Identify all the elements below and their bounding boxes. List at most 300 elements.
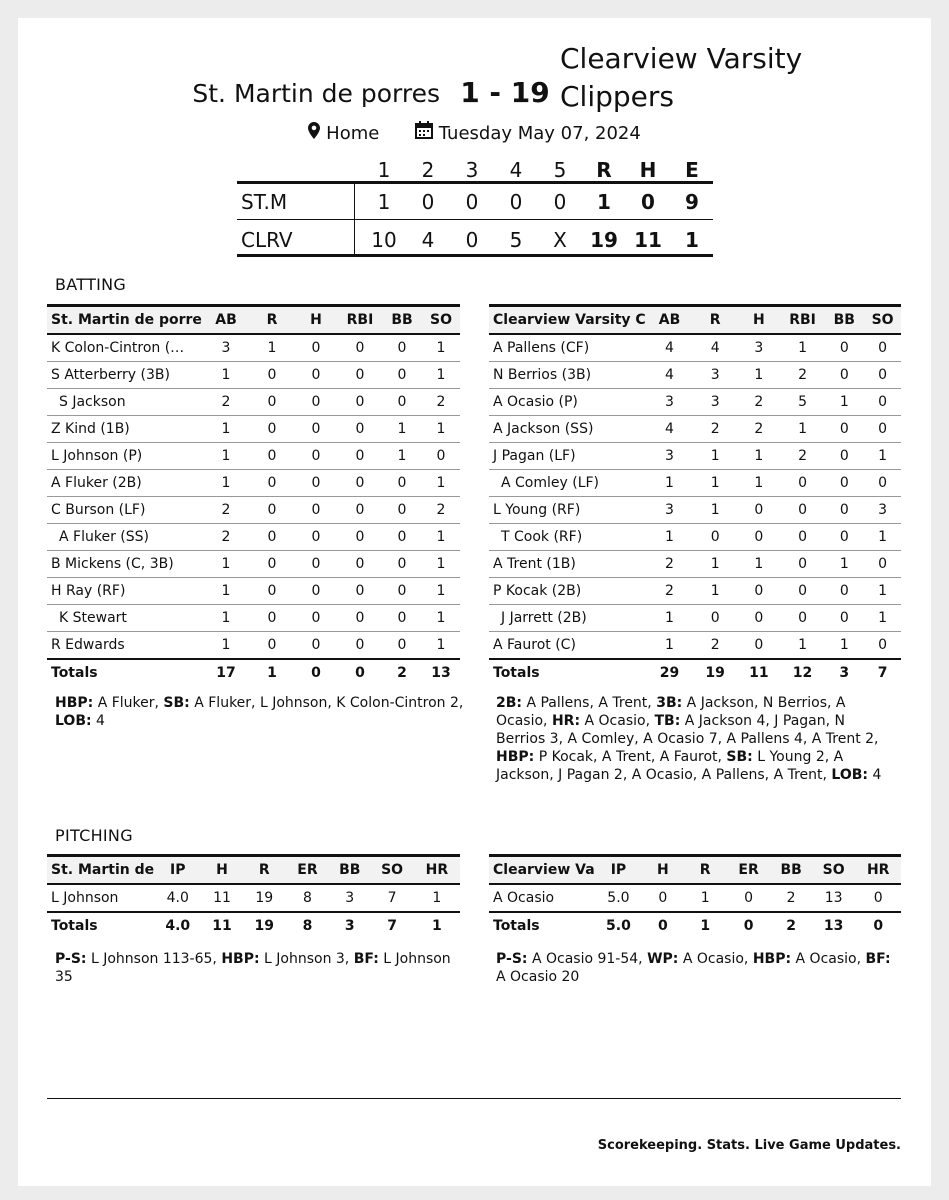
stat-cell: 2 xyxy=(693,416,737,443)
stat-cell: 4 xyxy=(646,362,694,389)
stat-cell: 11 xyxy=(201,884,242,912)
stat-cell: 0 xyxy=(250,416,294,443)
totals-cell: 0 xyxy=(642,912,683,939)
totals-cell: 4.0 xyxy=(154,912,201,939)
player-name: A Faurot (C) xyxy=(489,632,646,660)
totals-cell: 17 xyxy=(202,659,250,686)
away-team-name xyxy=(560,40,890,116)
stat-cell: 0 xyxy=(338,497,382,524)
player-name: K Stewart xyxy=(47,605,202,632)
table-row xyxy=(489,524,901,551)
note-text: A Ocasio, xyxy=(678,951,753,967)
table-row xyxy=(489,578,901,605)
linescore-cell: 0 xyxy=(465,228,479,252)
player-name: J Pagan (LF) xyxy=(489,443,646,470)
stat-cell: 0 xyxy=(294,578,338,605)
stat-cell: 0 xyxy=(781,578,825,605)
stat-cell: 0 xyxy=(824,334,864,362)
stat-cell: 0 xyxy=(250,578,294,605)
footer-divider xyxy=(47,1098,901,1099)
stat-cell: 0 xyxy=(824,443,864,470)
totals-cell: 2 xyxy=(382,659,422,686)
stat-cell: 1 xyxy=(781,632,825,660)
stat-column-header: H xyxy=(201,856,242,885)
location-pin-icon xyxy=(308,121,320,147)
table-row xyxy=(47,497,460,524)
stat-cell: 4 xyxy=(646,334,694,362)
table-row xyxy=(489,470,901,497)
totals-cell: 8 xyxy=(286,912,329,939)
stat-cell: 0 xyxy=(864,389,901,416)
note-text: A Ocasio 91-54, xyxy=(527,951,648,967)
note-label: LOB: xyxy=(831,767,869,783)
stat-cell: 1 xyxy=(781,334,825,362)
stat-cell: 0 xyxy=(294,605,338,632)
linescore-row-away xyxy=(237,221,713,259)
runs-header: R xyxy=(596,158,612,182)
stat-cell: 0 xyxy=(737,605,781,632)
stat-cell: 1 xyxy=(422,524,460,551)
stat-cell: 0 xyxy=(250,497,294,524)
table-row xyxy=(489,884,901,912)
table-row xyxy=(47,334,460,362)
stat-cell: 1 xyxy=(646,632,694,660)
stat-cell: 0 xyxy=(338,362,382,389)
stat-column-header: R xyxy=(693,306,737,335)
stat-cell: 1 xyxy=(202,470,250,497)
stat-cell: 0 xyxy=(250,389,294,416)
player-name: A Comley (LF) xyxy=(489,470,646,497)
stat-cell: 3 xyxy=(202,334,250,362)
linescore-cell: 10 xyxy=(371,228,397,252)
stat-column-header: BB xyxy=(382,306,422,335)
table-row xyxy=(489,443,901,470)
stat-cell: 1 xyxy=(693,470,737,497)
stat-cell: 2 xyxy=(202,389,250,416)
stat-cell: 1 xyxy=(824,632,864,660)
stat-cell: 0 xyxy=(727,884,771,912)
stat-column-header: RBI xyxy=(781,306,825,335)
table-row xyxy=(47,389,460,416)
team-column-header: Clearview Varsity C xyxy=(489,306,646,335)
stat-column-header: SO xyxy=(370,856,413,885)
stat-cell: 0 xyxy=(864,632,901,660)
totals-cell: 13 xyxy=(812,912,856,939)
note-text: A Jackson 4, J Pagan, N Berrios 3, A Comley, A Ocasio 7, A Pallens 4, A Trent 2, xyxy=(496,713,883,747)
stat-cell: 1 xyxy=(693,578,737,605)
stat-cell: 4 xyxy=(693,334,737,362)
note-label: HBP: xyxy=(55,695,94,711)
stat-cell: 0 xyxy=(781,551,825,578)
player-name: J Jarrett (2B) xyxy=(489,605,646,632)
table-row xyxy=(47,416,460,443)
table-row xyxy=(489,632,901,660)
game-date: Tuesday May 07, 2024 xyxy=(438,123,641,144)
totals-cell: 7 xyxy=(864,659,901,686)
stat-cell: 0 xyxy=(250,362,294,389)
stat-cell: 2 xyxy=(202,497,250,524)
away-batting-table xyxy=(489,304,901,686)
stat-cell: 1 xyxy=(202,632,250,660)
stat-cell: 3 xyxy=(646,443,694,470)
stat-cell: 0 xyxy=(382,362,422,389)
stat-cell: 0 xyxy=(737,578,781,605)
stat-cell: 4.0 xyxy=(154,884,201,912)
stat-cell: 1 xyxy=(693,551,737,578)
player-name: C Burson (LF) xyxy=(47,497,202,524)
stat-cell: 0 xyxy=(338,524,382,551)
stat-cell: 3 xyxy=(864,497,901,524)
stat-cell: 1 xyxy=(693,497,737,524)
player-name: H Ray (RF) xyxy=(47,578,202,605)
stat-cell: 1 xyxy=(422,470,460,497)
footer-tagline: Scorekeeping. Stats. Live Game Updates. xyxy=(597,1138,901,1153)
stat-cell: 1 xyxy=(824,551,864,578)
stat-cell: 0 xyxy=(294,524,338,551)
stat-column-header: R xyxy=(684,856,727,885)
note-label: TB: xyxy=(654,713,681,729)
player-name: S Atterberry (3B) xyxy=(47,362,202,389)
stat-cell: 0 xyxy=(864,362,901,389)
totals-cell: 11 xyxy=(737,659,781,686)
stat-cell: 3 xyxy=(646,497,694,524)
note-label: BF: xyxy=(353,951,379,967)
totals-label: Totals xyxy=(47,912,154,939)
final-score: 1 - 19 xyxy=(460,76,550,109)
totals-cell: 5.0 xyxy=(595,912,643,939)
stat-cell: 0 xyxy=(294,362,338,389)
table-row xyxy=(489,362,901,389)
totals-cell: 0 xyxy=(294,659,338,686)
totals-cell: 19 xyxy=(243,912,286,939)
linescore-hits: 0 xyxy=(641,190,655,214)
player-name: A Trent (1B) xyxy=(489,551,646,578)
note-label: 3B: xyxy=(656,695,683,711)
stat-cell: 2 xyxy=(422,497,460,524)
player-name: S Jackson xyxy=(47,389,202,416)
player-name: T Cook (RF) xyxy=(489,524,646,551)
table-row xyxy=(47,470,460,497)
table-row xyxy=(489,497,901,524)
stat-cell: 2 xyxy=(422,389,460,416)
stat-cell: 1 xyxy=(864,605,901,632)
stat-cell: 1 xyxy=(646,605,694,632)
totals-cell: 7 xyxy=(370,912,413,939)
stat-cell: 0 xyxy=(864,470,901,497)
team-column-header: St. Martin de porre xyxy=(47,306,202,335)
inning-2-header: 2 xyxy=(421,158,435,182)
stat-column-header: ER xyxy=(727,856,771,885)
stat-cell: 1 xyxy=(824,389,864,416)
table-row xyxy=(47,524,460,551)
stat-cell: 1 xyxy=(202,416,250,443)
home-batting-table xyxy=(47,304,460,686)
stat-cell: 19 xyxy=(243,884,286,912)
inning-4-header: 4 xyxy=(509,158,523,182)
stat-cell: 1 xyxy=(422,632,460,660)
stat-cell: 0 xyxy=(250,632,294,660)
stat-cell: 0 xyxy=(294,632,338,660)
inning-1-header: 1 xyxy=(377,158,391,182)
stat-cell: 0 xyxy=(250,524,294,551)
table-row xyxy=(47,551,460,578)
box-score-page xyxy=(18,18,931,1186)
note-label: HR: xyxy=(551,713,581,729)
stat-cell: 0 xyxy=(338,334,382,362)
stat-cell: 0 xyxy=(294,497,338,524)
team-column-header: Clearview Va xyxy=(489,856,595,885)
stat-cell: 1 xyxy=(422,578,460,605)
stat-cell: 1 xyxy=(781,416,825,443)
note-text: 4 xyxy=(91,713,105,729)
home-pitching-notes xyxy=(55,950,455,986)
stat-cell: 0 xyxy=(781,524,825,551)
stat-cell: 1 xyxy=(684,884,727,912)
note-text: A Fluker, L Johnson, K Colon-Cintron 2, xyxy=(189,695,468,711)
stat-cell: 2 xyxy=(202,524,250,551)
totals-cell: 29 xyxy=(646,659,694,686)
linescore-cell: 0 xyxy=(509,190,523,214)
player-name: K Colon-Cintron (… xyxy=(47,334,202,362)
stat-column-header: HR xyxy=(855,856,901,885)
stat-cell: 1 xyxy=(422,334,460,362)
stat-cell: 0 xyxy=(294,443,338,470)
note-label: HBP: xyxy=(496,749,535,765)
stat-cell: 1 xyxy=(202,605,250,632)
note-text: A Pallens, A Trent, xyxy=(522,695,657,711)
stat-cell: 5 xyxy=(781,389,825,416)
away-pitching-notes xyxy=(496,950,896,986)
note-label: P-S: xyxy=(496,951,528,967)
stat-column-header: H xyxy=(642,856,683,885)
linescore-errors: 1 xyxy=(685,228,699,252)
stat-cell: 0 xyxy=(294,416,338,443)
stat-cell: 0 xyxy=(382,605,422,632)
player-name: P Kocak (2B) xyxy=(489,578,646,605)
stat-cell: 1 xyxy=(250,334,294,362)
totals-row xyxy=(47,912,460,939)
inning-3-header: 3 xyxy=(465,158,479,182)
stat-cell: 0 xyxy=(338,605,382,632)
stat-cell: 3 xyxy=(329,884,370,912)
stat-cell: 1 xyxy=(422,605,460,632)
stat-cell: 0 xyxy=(693,605,737,632)
totals-label: Totals xyxy=(489,659,646,686)
stat-cell: 0 xyxy=(338,551,382,578)
stat-cell: 1 xyxy=(864,443,901,470)
totals-cell: 3 xyxy=(329,912,370,939)
player-name: Z Kind (1B) xyxy=(47,416,202,443)
stat-column-header: BB xyxy=(329,856,370,885)
stat-cell: 5.0 xyxy=(595,884,643,912)
stat-cell: 0 xyxy=(824,497,864,524)
stat-cell: 2 xyxy=(770,884,812,912)
linescore xyxy=(237,157,713,259)
linescore-hits: 11 xyxy=(634,228,662,252)
note-label: LOB: xyxy=(55,713,92,729)
totals-cell: 13 xyxy=(422,659,460,686)
player-name: A Pallens (CF) xyxy=(489,334,646,362)
stat-cell: 0 xyxy=(250,605,294,632)
stat-cell: 0 xyxy=(338,632,382,660)
stat-cell: 1 xyxy=(864,578,901,605)
totals-cell: 1 xyxy=(684,912,727,939)
totals-cell: 0 xyxy=(338,659,382,686)
player-name: A Jackson (SS) xyxy=(489,416,646,443)
stat-column-header: SO xyxy=(812,856,856,885)
stat-cell: 0 xyxy=(338,443,382,470)
table-row xyxy=(489,334,901,362)
stat-cell: 1 xyxy=(646,470,694,497)
stat-cell: 1 xyxy=(202,551,250,578)
linescore-runs: 19 xyxy=(590,228,618,252)
note-label: SB: xyxy=(163,695,190,711)
player-name: B Mickens (C, 3B) xyxy=(47,551,202,578)
stat-cell: 0 xyxy=(824,524,864,551)
totals-cell: 1 xyxy=(250,659,294,686)
note-text: L Johnson 113-65, xyxy=(86,951,222,967)
player-name: N Berrios (3B) xyxy=(489,362,646,389)
stat-cell: 1 xyxy=(422,416,460,443)
player-name: R Edwards xyxy=(47,632,202,660)
stat-cell: 0 xyxy=(864,551,901,578)
batting-section-title: BATTING xyxy=(55,275,127,294)
stat-cell: 0 xyxy=(250,470,294,497)
stat-column-header: AB xyxy=(646,306,694,335)
stat-cell: 1 xyxy=(202,578,250,605)
stat-cell: 0 xyxy=(382,632,422,660)
stat-cell: 2 xyxy=(646,551,694,578)
note-text: 4 xyxy=(868,767,882,783)
note-text: L Johnson 3, xyxy=(259,951,354,967)
note-label: P-S: xyxy=(55,951,87,967)
stat-column-header: RBI xyxy=(338,306,382,335)
table-row xyxy=(47,443,460,470)
stat-column-header: BB xyxy=(824,306,864,335)
stat-cell: 0 xyxy=(382,389,422,416)
note-label: 2B: xyxy=(496,695,523,711)
stat-cell: 1 xyxy=(422,362,460,389)
note-label: HBP: xyxy=(752,951,792,967)
linescore-cell: 4 xyxy=(421,228,435,252)
stat-cell: 0 xyxy=(693,524,737,551)
stat-cell: 7 xyxy=(370,884,413,912)
game-meta xyxy=(18,121,931,147)
stat-cell: 2 xyxy=(781,362,825,389)
stat-cell: 3 xyxy=(693,389,737,416)
note-label: SB: xyxy=(726,749,753,765)
stat-cell: 1 xyxy=(202,362,250,389)
totals-label: Totals xyxy=(47,659,202,686)
stat-cell: 1 xyxy=(737,470,781,497)
player-name: A Fluker (SS) xyxy=(47,524,202,551)
table-row xyxy=(489,551,901,578)
stat-cell: 0 xyxy=(382,497,422,524)
stat-cell: 0 xyxy=(737,497,781,524)
note-text: L Young 2, A Jackson, J Pagan 2, A Ocasio, A Pallens, A Trent, xyxy=(496,749,848,783)
stat-cell: 0 xyxy=(382,334,422,362)
stat-cell: 0 xyxy=(250,443,294,470)
note-text: A Fluker, xyxy=(93,695,164,711)
totals-row xyxy=(47,659,460,686)
stat-cell: 1 xyxy=(737,551,781,578)
linescore-team: CLRV xyxy=(241,228,293,252)
stat-cell: 0 xyxy=(855,884,901,912)
totals-cell: 1 xyxy=(414,912,460,939)
stat-column-header: BB xyxy=(770,856,812,885)
stat-column-header: AB xyxy=(202,306,250,335)
stat-column-header: R xyxy=(243,856,286,885)
table-row xyxy=(47,884,460,912)
stat-cell: 1 xyxy=(737,362,781,389)
stat-column-header: HR xyxy=(414,856,460,885)
stat-column-header: SO xyxy=(864,306,901,335)
stat-column-header: SO xyxy=(422,306,460,335)
table-row xyxy=(47,362,460,389)
linescore-cell: 1 xyxy=(377,190,391,214)
stat-cell: 3 xyxy=(693,362,737,389)
stat-cell: 4 xyxy=(646,416,694,443)
player-name: L Young (RF) xyxy=(489,497,646,524)
home-pitching-table xyxy=(47,854,460,939)
team-column-header: St. Martin de xyxy=(47,856,154,885)
stat-cell: 1 xyxy=(414,884,460,912)
stat-cell: 2 xyxy=(646,578,694,605)
stat-cell: 0 xyxy=(781,497,825,524)
stat-cell: 0 xyxy=(642,884,683,912)
away-batting-notes xyxy=(496,694,896,784)
away-team-name-line2: Clippers xyxy=(560,80,674,113)
linescore-cell: 0 xyxy=(553,190,567,214)
note-text: L Johnson 35 xyxy=(55,951,456,985)
away-pitching-table xyxy=(489,854,901,939)
stat-cell: 0 xyxy=(338,470,382,497)
stat-cell: 2 xyxy=(737,389,781,416)
stat-column-header: IP xyxy=(154,856,201,885)
totals-row xyxy=(489,912,901,939)
linescore-errors: 9 xyxy=(685,190,699,214)
note-text: A Ocasio, xyxy=(791,951,866,967)
stat-cell: 0 xyxy=(824,470,864,497)
stat-cell: 0 xyxy=(338,416,382,443)
table-row xyxy=(489,416,901,443)
totals-cell: 11 xyxy=(201,912,242,939)
stat-cell: 0 xyxy=(737,632,781,660)
away-team-name-line1: Clearview Varsity xyxy=(560,42,803,75)
game-location: Home xyxy=(326,123,380,144)
stat-cell: 0 xyxy=(294,470,338,497)
note-label: HBP: xyxy=(221,951,260,967)
table-row xyxy=(489,389,901,416)
stat-cell: 2 xyxy=(737,416,781,443)
linescore-header xyxy=(237,157,713,183)
stat-cell: 1 xyxy=(382,416,422,443)
totals-cell: 0 xyxy=(855,912,901,939)
stat-column-header: ER xyxy=(286,856,329,885)
totals-label: Totals xyxy=(489,912,595,939)
stat-cell: 0 xyxy=(294,551,338,578)
linescore-cell: 0 xyxy=(465,190,479,214)
linescore-runs: 1 xyxy=(597,190,611,214)
player-name: A Ocasio (P) xyxy=(489,389,646,416)
stat-cell: 2 xyxy=(693,632,737,660)
stat-cell: 0 xyxy=(824,362,864,389)
inning-5-header: 5 xyxy=(553,158,567,182)
stat-cell: 0 xyxy=(294,334,338,362)
note-text: A Ocasio 20 xyxy=(496,951,896,985)
table-row xyxy=(489,605,901,632)
totals-row xyxy=(489,659,901,686)
